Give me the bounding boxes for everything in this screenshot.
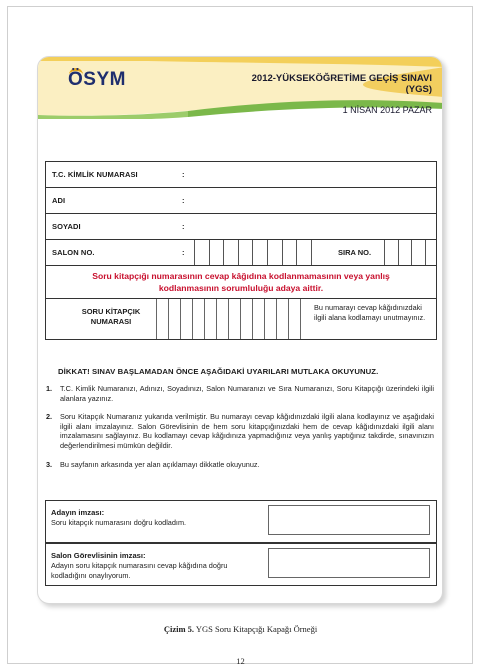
booklet-code-warning (46, 266, 436, 299)
seat-label: SIRA NO. (338, 248, 372, 257)
page-number: 12 (236, 656, 245, 666)
instruction-text: Soru Kitapçık Numaranız yukarıda verilmiştir. Bu numarayı cevap kâğıdınızdaki ilgili alana kodlayınız ve aşağıdaki ilgili alanı imzalayınız. Salon Görevlisinin de hem soru kitapçığınızdaki hem de cevap kâğıdınızdaki ilgili alanı imzalamasını sağlayınız. Bu kodlamayı cevap kâğıdınıza yapmadığınız veya yanlış yaptığınız takdirde, sınavınızın değerlendirilmesi mümkün değildir. (60, 412, 434, 450)
instruction-text: Bu sayfanın arkasında yer alan açıklamayı dikkatle okuyunuz. (60, 459, 260, 469)
officer-signature-field[interactable] (268, 548, 430, 578)
candidate-signature-field[interactable] (268, 505, 430, 535)
booklet-label-line1: SORU KİTAPÇIK (81, 307, 141, 316)
candidate-signature-box (45, 500, 437, 543)
exam-date: 1 NİSAN 2012 PAZAR (342, 105, 432, 115)
booklet-number-note: Bu numarayı cevap kâğıdınızdaki ilgili alana kodlamayı unutmayınız. (314, 303, 426, 322)
colon: : (182, 196, 185, 205)
booklet-cover (37, 56, 443, 604)
tc-number-row[interactable] (46, 162, 436, 188)
surname-row[interactable] (46, 214, 436, 240)
officer-signature-box (45, 543, 437, 586)
colon: : (182, 248, 185, 257)
tc-number-label: T.C. KİMLİK NUMARASI (52, 170, 138, 179)
name-row[interactable] (46, 188, 436, 214)
exam-title-line2: (YGS) (405, 84, 432, 95)
salon-seat-row (46, 240, 436, 266)
instruction-number: 3. (46, 459, 53, 469)
instructions-section (46, 367, 436, 478)
warning-line2: kodlanmasının sorumluluğu adaya aittir. (158, 283, 324, 293)
booklet-number-cells (156, 299, 312, 339)
instruction-item (46, 412, 436, 450)
candidate-signature-desc: Soru kitapçık numarasını doğru kodladım. (51, 518, 187, 527)
instruction-item (46, 460, 436, 470)
instructions-title: DİKKAT! SINAV BAŞLAMADAN ÖNCE AŞAĞIDAKİ UYARILARI MUTLAKA OKUYUNUZ. (58, 367, 379, 376)
figure-caption (0, 624, 481, 634)
instruction-number: 1. (46, 384, 53, 393)
colon: : (182, 222, 185, 231)
osym-logo: ÖSYM (68, 69, 126, 90)
booklet-label-line2: NUMARASI (90, 317, 132, 326)
caption-label: Çizim 5. (163, 624, 195, 634)
officer-signature-title: Salon Görevlisinin imzası: (51, 551, 146, 560)
salon-label: SALON NO. (52, 248, 95, 257)
exam-title (252, 73, 432, 95)
surname-label: SOYADI (52, 222, 81, 231)
warning-line1: Soru kitapçığı numarasının cevap kâğıdına kodlanmamasının veya yanlış (92, 271, 390, 281)
booklet-number-label (66, 307, 156, 327)
instruction-item (46, 384, 436, 403)
salon-number-cells[interactable] (194, 240, 325, 265)
instruction-text: T.C. Kimlik Numaranızı, Adınızı, Soyadınızı, Salon Numaranızı ve Sıra Numaranızı, Soru Kitapçığı üzerindeki ilgili alanlara yazınız. (60, 384, 434, 403)
colon: : (182, 170, 185, 179)
booklet-header (38, 57, 443, 117)
exam-title-line1: 2012-YÜKSEKÖĞRETİME GEÇİŞ SINAVI (251, 73, 432, 84)
booklet-number-row (46, 299, 436, 339)
instruction-number: 2. (46, 412, 53, 422)
caption-text: YGS Soru Kitapçığı Kapağı Örneği (195, 624, 318, 634)
officer-signature-desc: Adayın soru kitapçık numarasını cevap kâğıdına doğru kodladığını onaylıyorum. (51, 561, 228, 580)
candidate-info-form (45, 161, 437, 340)
candidate-signature-title: Adayın imzası: (51, 508, 105, 517)
name-label: ADI (52, 196, 66, 205)
seat-number-cells[interactable] (384, 240, 438, 265)
